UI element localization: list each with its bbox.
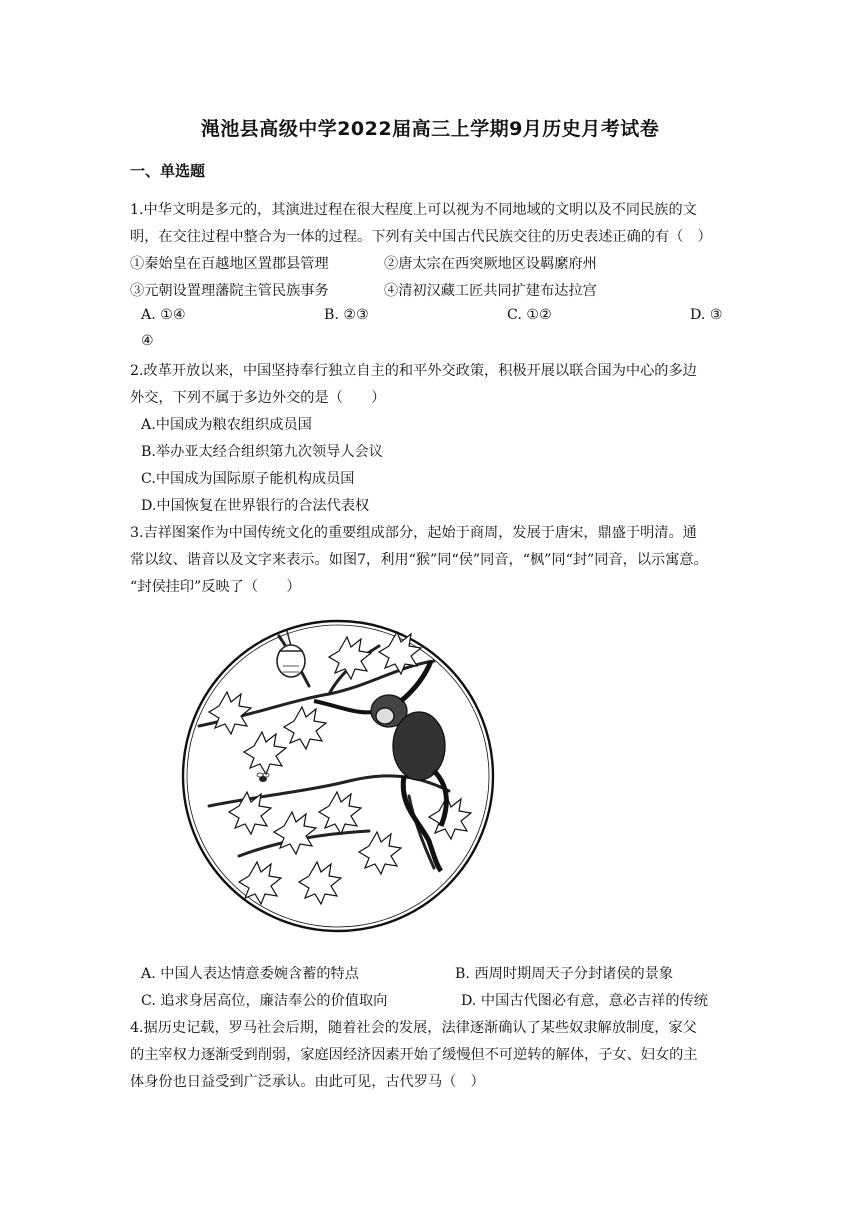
q4-line-2: 的主宰权力逐渐受到削弱，家庭因经济因素开始了缓慢但不可逆转的解体，子女、妇女的主	[130, 1047, 698, 1063]
q1-option-c[interactable]: C. ①②	[507, 307, 552, 323]
q3-line-2: 常以纹、谐音以及文字来表示。如图7，利用“猴”同“侯”同音，“枫”同“封”同音，以示寓意。	[130, 552, 708, 568]
q2-line-1: 2.改革开放以来，中国坚持奉行独立自主的和平外交政策，积极开展以联合国为中心的多边	[130, 363, 697, 379]
q2-option-a[interactable]: A.中国成为粮农组织成员国	[141, 417, 312, 433]
q3-line-1: 3.吉祥图案作为中国传统文化的重要组成部分，起始于商周，发展于唐宋，鼎盛于明清。通	[130, 525, 697, 541]
q2-line-2: 外交，下列不属于多边外交的是（ ）	[130, 390, 386, 406]
q1-line-1: 1.中华文明是多元的，其演进过程在很大程度上可以视为不同地域的文明以及不同民族的文	[130, 202, 697, 218]
exam-title: 渑池县高级中学2022届高三上学期9月历史月考试卷	[200, 118, 660, 140]
q1-option-d[interactable]: D. ③	[690, 307, 723, 323]
q2-option-c[interactable]: C.中国成为国际原子能机构成员国	[141, 471, 355, 487]
q3-option-b[interactable]: B. 西周时期周天子分封诸侯的景象	[455, 966, 674, 982]
q3-line-3: “封侯挂印”反映了（ ）	[130, 579, 301, 595]
q1-item-2: ②唐太宗在西突厥地区设羁縻府州	[384, 256, 597, 272]
bee-icon	[257, 773, 269, 782]
q4-line-3: 体身份也日益受到广泛承认。由此可见，古代罗马（ ）	[130, 1074, 485, 1090]
q1-line-2: 明，在交往过程中整合为一体的过程。下列有关中国古代民族交往的历史表述正确的有（ ）	[130, 229, 712, 245]
section-heading: 一、单选题	[130, 162, 206, 180]
q3-option-a[interactable]: A. 中国人表达情意委婉含蓄的特点	[141, 966, 359, 982]
q1-option-b[interactable]: B. ②③	[324, 307, 369, 323]
q1-item-4: ④清初汉藏工匠共同扩建布达拉宫	[384, 283, 597, 299]
q1-option-d-wrap: ④	[141, 333, 154, 349]
q1-item-1: ①秦始皇在百越地区置郡县管理	[130, 256, 329, 272]
q1-option-a[interactable]: A. ①④	[141, 307, 186, 323]
q2-option-b[interactable]: B.举办亚太经合组织第九次领导人会议	[141, 444, 383, 460]
q1-item-3: ③元朝设置理藩院主管民族事务	[130, 283, 329, 299]
q3-option-d[interactable]: D. 中国古代图必有意，意必吉祥的传统	[461, 993, 708, 1009]
q2-option-d[interactable]: D.中国恢复在世界银行的合法代表权	[141, 498, 370, 514]
q4-line-1: 4.据历史记载，罗马社会后期，随着社会的发展，法律逐渐确认了某些奴隶解放制度，家父	[130, 1020, 697, 1036]
q3-option-c[interactable]: C. 追求身居高位，廉洁奉公的价值取向	[141, 993, 388, 1009]
monkey-maple-illustration	[179, 606, 497, 946]
